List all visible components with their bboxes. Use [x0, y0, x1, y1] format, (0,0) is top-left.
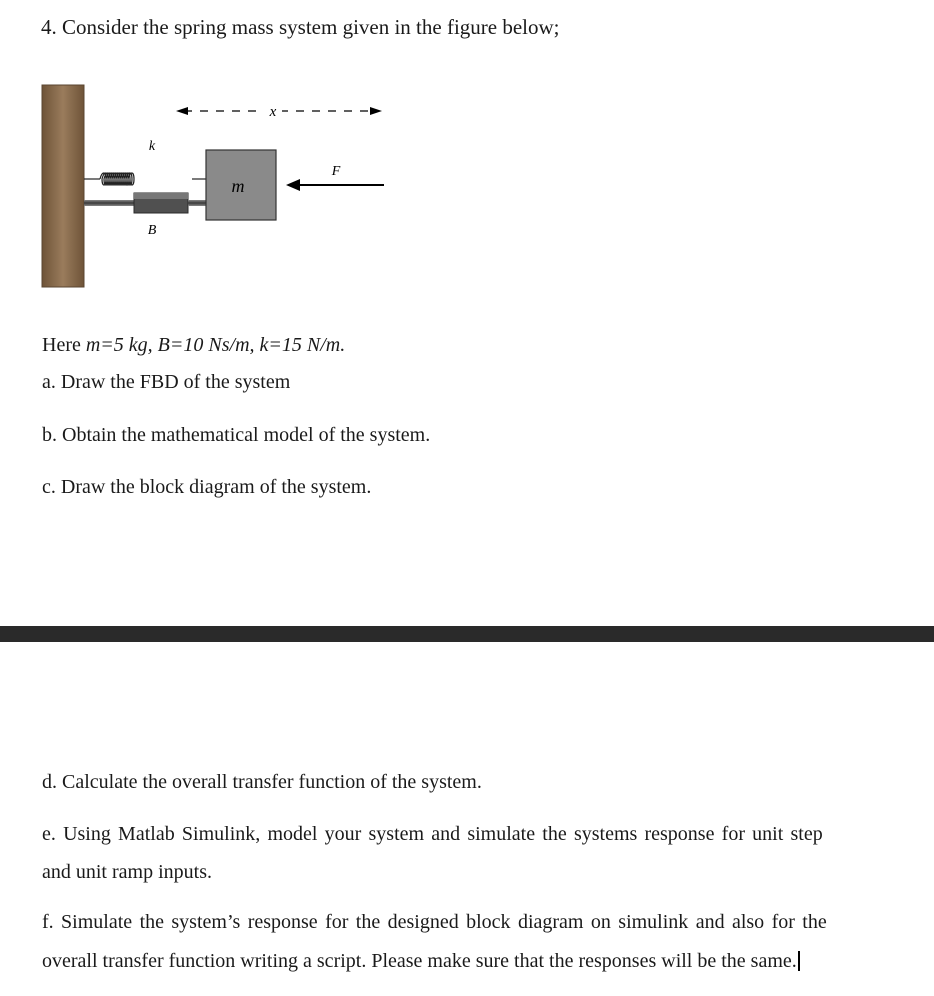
spring [84, 173, 206, 185]
label-m: m [231, 176, 245, 196]
label-F: F [331, 164, 341, 179]
part-b: b. Obtain the mathematical model of the system. [42, 424, 431, 446]
part-d: d. Calculate the overall transfer function of the system. [42, 771, 482, 793]
displacement-arrow-right-head [370, 107, 382, 115]
force-arrow-head [286, 179, 300, 191]
displacement-arrow-left-head [176, 107, 188, 115]
part-a: a. Draw the FBD of the system [42, 371, 291, 393]
wall [42, 85, 84, 287]
text-cursor [798, 951, 800, 971]
parameters-values: m=5 kg, B=10 Ns/m, k=15 N/m. [85, 334, 346, 356]
part-e-line2: and unit ramp inputs. [42, 861, 212, 883]
part-f-line2 [42, 949, 800, 973]
page-separator [0, 626, 934, 642]
label-k: k [148, 139, 156, 154]
part-f-line1: f. Simulate the system’s response for the designed block diagram on simulink and also for the [42, 911, 827, 933]
damper [84, 193, 206, 213]
label-x: x [269, 104, 277, 120]
spring-mass-damper-figure [38, 82, 398, 292]
parameters-prefix: Here [42, 334, 86, 356]
label-B: B [147, 223, 157, 238]
question-heading: 4. Consider the spring mass system given in the figure below; [41, 15, 560, 39]
parameters-line [42, 333, 345, 357]
part-c: c. Draw the block diagram of the system. [42, 476, 372, 498]
part-e-line1: e. Using Matlab Simulink, model your system and simulate the systems response for unit step [42, 823, 823, 845]
part-f-line2-text: overall transfer function writing a script. Please make sure that the responses will be the same. [42, 950, 797, 972]
